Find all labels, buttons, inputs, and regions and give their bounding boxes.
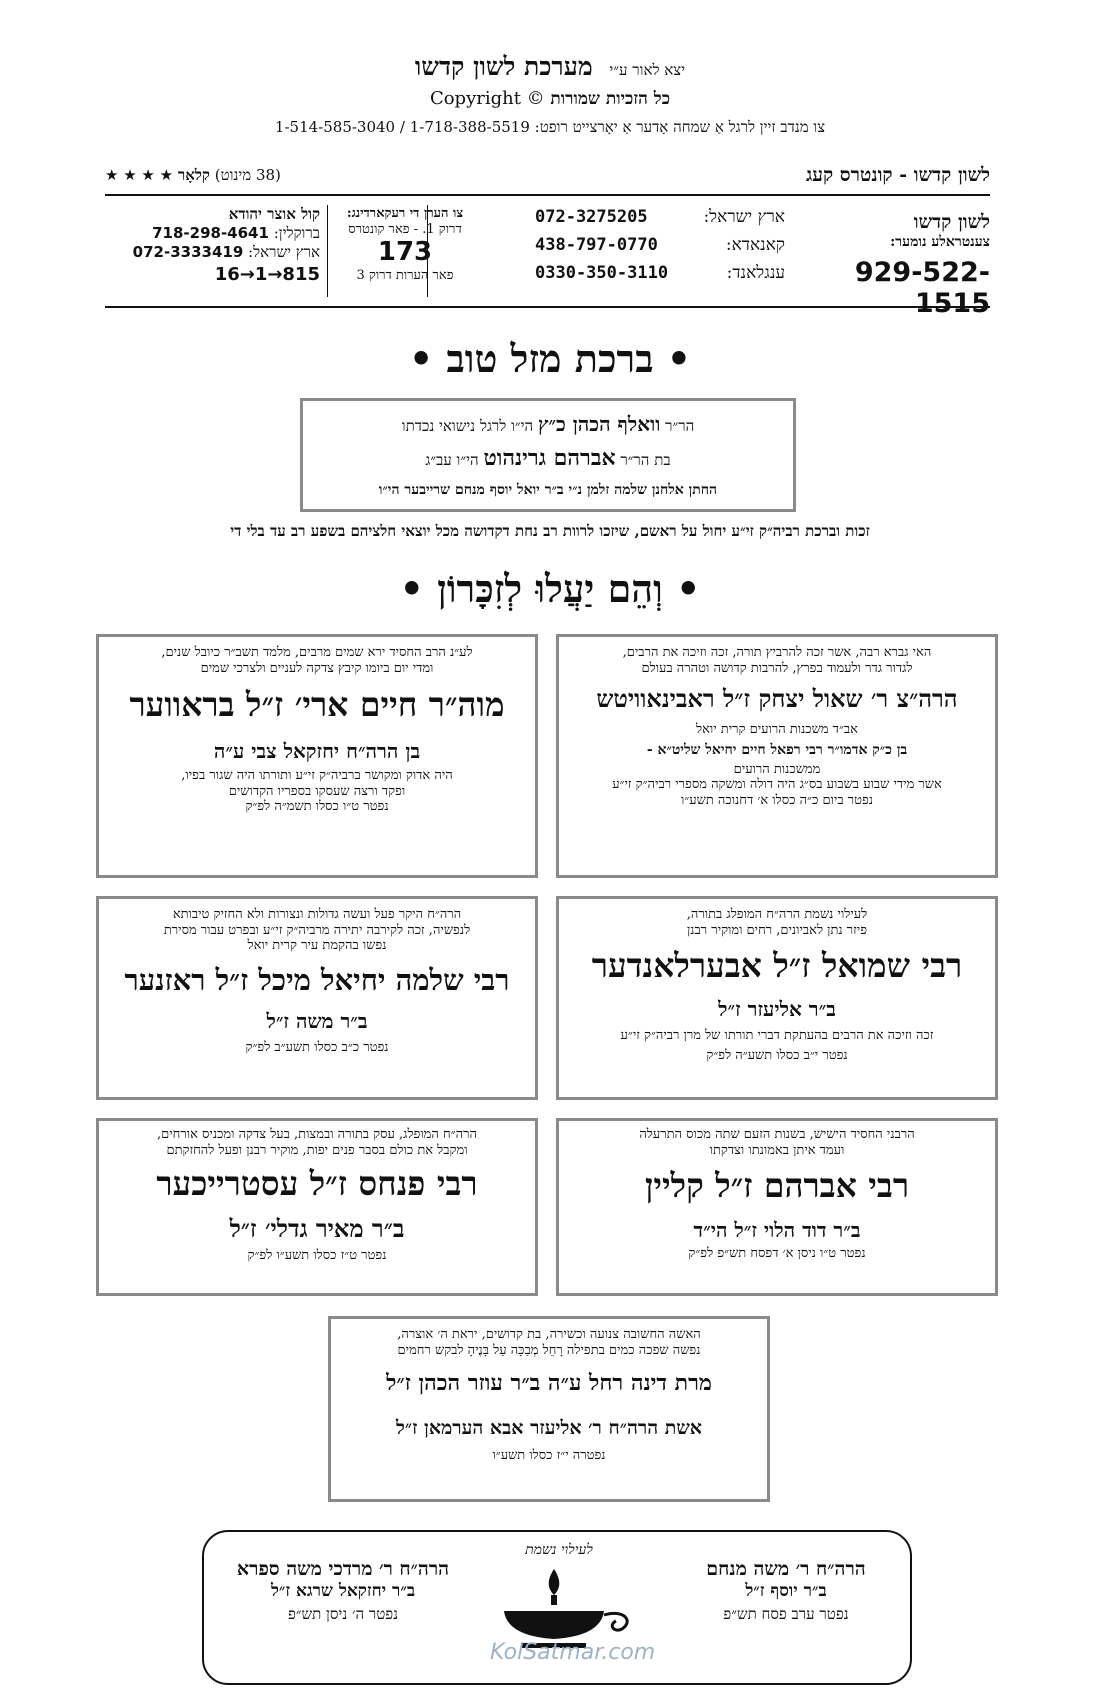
- recording-column: [330, 199, 480, 303]
- memorial-name: רבי אברהם ז״ל קליין: [644, 1166, 910, 1206]
- divider-top: [105, 194, 990, 196]
- mazel-l1-prefix: הר״ר: [665, 417, 695, 435]
- memorial-text: ופקד ורצה שעסקו בספריו הקדושים: [228, 783, 406, 799]
- rights-reserved: כל הזכיות שמורות: [550, 89, 671, 109]
- series-title: לשון קדשו - קונטרס קעג: [805, 164, 990, 186]
- mazel-tov-box: [300, 398, 796, 512]
- memorial-text: לעילוי נשמת הרה״ח המופלג בתורה,: [686, 907, 868, 922]
- footer-right-name: הרה״ח ר׳ משה מנחם: [706, 1558, 866, 1580]
- footer-right-father: ב״ר יוסף ז״ל: [745, 1581, 827, 1601]
- mazel-tov-title: • ברכת מזל טוב •: [408, 336, 692, 381]
- publisher-title: מערכת לשון קדשו: [414, 52, 593, 81]
- memorial-text: האי גברא רבה, אשר זכה להרביץ תורה, זכה וזיכה את הרבים,: [622, 645, 932, 660]
- footer-left: [218, 1558, 468, 1624]
- groom-line: החתן אלחנן שלמה זלמן נ״י ב״ר יואל יוסף מנחם שרייבער הי״ו: [378, 482, 718, 498]
- memorial-father: בן הרה״ח יחזקאל צבי ע״ה: [213, 739, 421, 764]
- memorial-husband: אשת הרה״ח ר׳ אליעזר אבא הערמאן ז״ל: [395, 1417, 703, 1440]
- duration: (38 מינוט): [214, 166, 281, 184]
- kol-otzar-title: קול אוצר יהודא: [228, 205, 320, 223]
- memorial-box: [96, 634, 538, 878]
- clarity-label: קלאָר: [177, 166, 210, 184]
- memorial-name: רבי פנחס ז״ל עסטרייכער: [156, 1164, 478, 1204]
- recording-number: 173: [377, 237, 433, 267]
- memorial-name: מרת דינה רחל ע״ה ב״ר עוזר הכהן ז״ל: [386, 1370, 712, 1397]
- father-name: אברהם גרינהוט: [483, 445, 616, 471]
- memorial-father: ב״ר מאיר גדלי׳ ז״ל: [229, 1214, 405, 1244]
- memorial-text: פיזר נתן לאביונים, רחים ומוקיר רבנן: [686, 922, 868, 938]
- kol-otzar-column: [105, 199, 320, 303]
- divider-bottom: [105, 306, 990, 308]
- memorial-father: ב״ר משה ז״ל: [266, 1008, 368, 1033]
- memorial-box: [556, 634, 998, 878]
- kol-brooklyn-row: [105, 224, 320, 243]
- memorial-box: [96, 1118, 538, 1296]
- canada-row: [535, 235, 785, 263]
- publisher-prefix: יצא לאור ע״י: [609, 61, 686, 79]
- memorial-text: ומקבל את כולם בסבר פנים יפות, מוקיר רבנן ופעל להחזקתם: [166, 1142, 468, 1158]
- memorial-date: נפטרה י״ז כסלו תשע״ו: [492, 1448, 606, 1464]
- israel-row: [535, 207, 785, 235]
- israel-label: ארץ ישראל:: [703, 207, 785, 227]
- england-label: ענגלאנד:: [726, 263, 785, 283]
- memorial-text: זכה וזיכה את הרבים בהעתקת דברי תורתו של מרן רביה״ק זי״ע: [620, 1028, 934, 1044]
- kol-brooklyn-phone: 718-298-4641: [152, 224, 269, 242]
- footer-right-date: נפטר ערב פסח תש״פ: [723, 1605, 849, 1623]
- mazel-l2-suffix: הי״ו עב״ג: [425, 451, 479, 469]
- memorial-date: נפטר ט״ז כסלו תשע״ו לפ״ק: [247, 1248, 387, 1264]
- memorial-label: לעילוי נשמת: [525, 1542, 593, 1558]
- footer-left-father: ב״ר יחזקאל שרגא ז״ל: [270, 1581, 416, 1601]
- grandfather-name: וואלף הכהן כ״ץ: [537, 412, 661, 436]
- memorial-text: ומדי יום ביומו קיבץ צדקה לעניים ולצרכי שמים: [200, 660, 434, 676]
- memorial-text: לגדור גדר ולעמוד בפרץ, להרבות קדושה וטהרה בעולם: [641, 660, 913, 676]
- memorial-name: הרה״צ ר׳ שאול יצחק ז״ל ראבינאוויטש: [596, 684, 958, 714]
- star-rating-icon: ★ ★ ★ ★: [105, 166, 174, 184]
- canada-label: קאנאדא:: [725, 235, 785, 255]
- sponsor-line: צו מנדב זיין לרגל אַ שמחה אָדער אַ יאָרצייט רופט: 1-718-388-5519 / 1-514-585-3040: [274, 118, 826, 136]
- brand-name: לשון קדשו: [913, 211, 990, 233]
- kol-israel-row: [105, 243, 320, 262]
- memorial-text: ממשכנות הרועים: [733, 761, 821, 777]
- memorial-text: ועמד איתן באמונתו וצדקתו: [709, 1142, 845, 1158]
- recording-notes: פאר הערות דרוק 3: [356, 268, 454, 283]
- mazel-line-1: [303, 409, 793, 441]
- england-row: [535, 263, 785, 291]
- watermark-logo: KolSatmar.com: [490, 1640, 656, 1665]
- memorial-date: נפטר כ״ב כסלו תשע״ב לפ״ק: [245, 1039, 389, 1055]
- memorial-name: רבי שלמה יחיאל מיכל ז״ל ראזנער: [124, 962, 510, 997]
- recording-press: דרוק 1. - פאר קונטרס: [348, 222, 462, 237]
- contact-bar: [105, 199, 990, 319]
- memorial-text: נפשה שפכה כמים בתפילה רָחֵל מְבַכָּה עַל בָּנֶיהָ לבקש רחמים: [397, 1342, 701, 1358]
- blessing-line: זכות וברכת רביה״ק זי״ע יחול על ראשם, שיזכו לרוות רב נחת דקדושה מכל יוצאי חלציהם בשפע רב עד בלי די: [230, 522, 870, 540]
- memorial-father: ב״ר דוד הלוי ז״ל הי״ד: [693, 1218, 861, 1243]
- memorial-title: • וְהֵם יַעֲלוּ לְזִכָּרוֹן •: [399, 566, 701, 611]
- footer-left-date: נפטר ה׳ ניסן תש״פ: [287, 1605, 399, 1623]
- central-phone: 929-522-1515: [854, 257, 990, 319]
- memorial-date: נפטר ט״ו ניסן א׳ דפסח תש״פ לפ״ק: [688, 1246, 866, 1262]
- israel-phone: 072-3275205: [535, 207, 648, 227]
- memorial-text: הרה״ח היקר פעל ועשה גדולות ונצורות ולא החזיק טיבותא: [172, 907, 462, 922]
- clarity-rating: [105, 166, 281, 185]
- mazel-l2-prefix: בת הר״ר: [620, 451, 671, 469]
- memorial-text: לע״נ הרב החסיד ירא שמים מרבים, מלמד תשב״ר כיובל שנים,: [161, 645, 473, 660]
- memorial-text: הרבני החסיד הישיש, בשנות הזעם שתה מכוס התרעלה: [639, 1127, 915, 1142]
- publisher-line: [0, 52, 1100, 82]
- recording-title: צו הערן די רעקארדינג:: [346, 206, 464, 221]
- memorial-date: נפטר י״ב כסלו תשע״ה לפ״ק: [706, 1048, 848, 1064]
- memorial-father: ב״ר אליעזר ז״ל: [718, 997, 836, 1022]
- memorial-text: הרה״ח המופלג, עסק בתורה ובמצות, בעל צדקה ומכניס אורחים,: [157, 1127, 477, 1142]
- memorial-box: [556, 1118, 998, 1296]
- subheader: [105, 164, 990, 190]
- memorial-box: [96, 896, 538, 1100]
- kol-extension: 16→1→815: [214, 264, 320, 285]
- memorial-text: לנפשיה, זכה לקירבה יתירה מרביה״ק זי״ע ובפרט עבור מסירת: [163, 922, 471, 938]
- footer-left-name: הרה״ח ר׳ מרדכי משה ספרא: [236, 1558, 450, 1580]
- memorial-text: נפשו בהקמת עיר קרית יואל: [247, 938, 387, 954]
- mazel-line-2: [303, 441, 793, 477]
- memorial-text: אב״ד משכנות הרועים קרית יואל: [696, 722, 858, 738]
- memorial-text: היה אדוק ומקושר ברביה״ק זי״ע ותורתו היה שגור בפיו,: [181, 768, 453, 784]
- copyright-text: Copyright ©: [429, 88, 545, 109]
- memorial-name: רבי שמואל ז״ל אבערלאנדער: [591, 946, 963, 986]
- kol-brooklyn-label: ברוקלין:: [273, 224, 320, 242]
- memorial-date: נפטר ביום כ״ה כסלו א׳ דחנוכה תשע״ו: [681, 792, 873, 808]
- memorial-text: בן כ״ק אדמו״ר רבי רפאל חיים יחיאל שליט״א -: [646, 741, 908, 758]
- brand-column: [800, 199, 990, 319]
- memorial-name: מוה״ר חיים ארי׳ ז״ל בראווער: [129, 685, 505, 725]
- copyright-line: [0, 88, 1100, 109]
- memorial-box: [556, 896, 998, 1100]
- footer-right: [676, 1558, 896, 1624]
- kol-israel-label: ארץ ישראל:: [248, 243, 320, 261]
- memorial-text: האשה החשובה צנועה וכשירה, בת קדושים, יראת ה׳ אוצרה,: [397, 1327, 701, 1342]
- memorial-box: [328, 1316, 770, 1502]
- memorial-date: נפטר ט״ו כסלו תשמ״ה לפ״ק: [245, 799, 389, 815]
- memorial-text: אשר מידי שבוע בשבוע בס״ג היה דולה ומשקה מספרי רביה״ק זי״ע: [612, 777, 942, 793]
- central-number-label: צענטראלע נומער:: [890, 234, 990, 250]
- kol-israel-phone: 072-3333419: [132, 243, 244, 261]
- england-phone: 0330-350-3110: [535, 263, 669, 283]
- phones-column: [535, 199, 785, 303]
- canada-phone: 438-797-0770: [535, 235, 658, 255]
- divider-vertical-left: [327, 205, 328, 297]
- mazel-l1-suffix: הי״ו לרגל נישואי נכדתו: [401, 417, 534, 435]
